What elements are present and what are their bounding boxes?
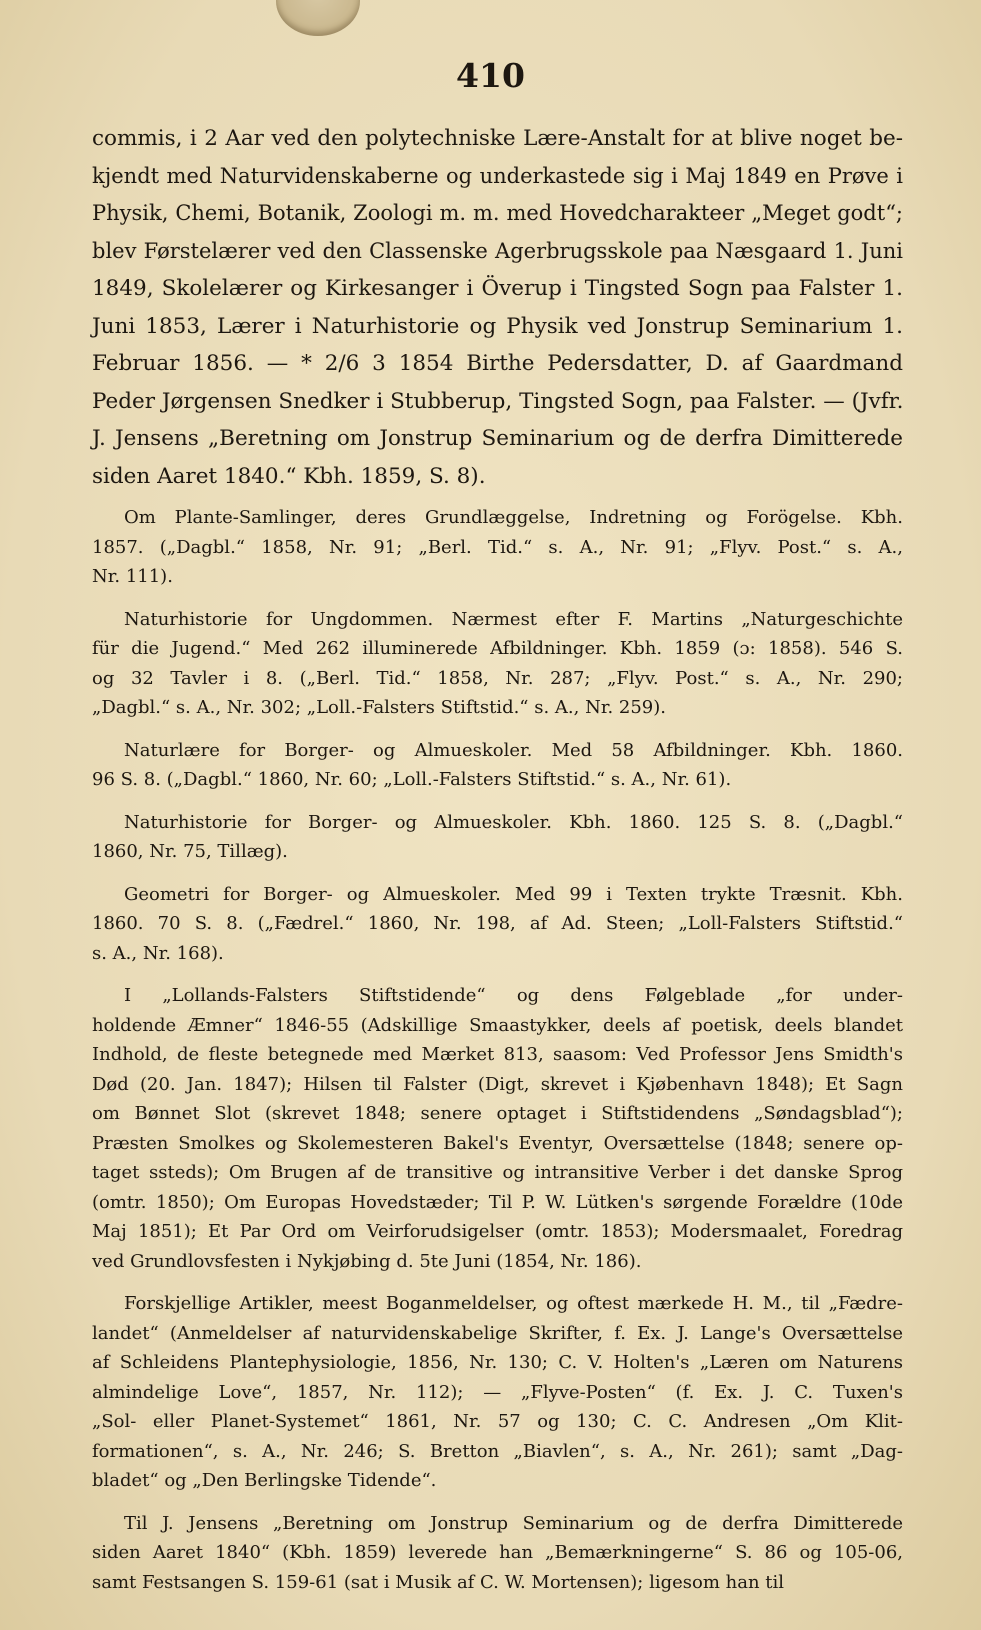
bibliography-line: für die Jugend.“ Med 262 illuminerede Afbildninger. Kbh. 1859 (ɔ: 1858). 546 S. [92, 638, 903, 659]
biography-line: Physik, Chemi, Botanik, Zoologi m. m. med Hovedcharakteer „Meget godt“; [92, 201, 903, 225]
bibliography-line: Naturhistorie for Borger- og Almueskoler. Kbh. 1860. 125 S. 8. („Dagbl.“ [124, 811, 903, 833]
bibliography-line: (omtr. 1850); Om Europas Hovedstæder; Til P. W. Lütken's sørgende Forældre (10de [92, 1191, 903, 1213]
bibliography-entry [92, 605, 903, 723]
bibliography-entry [92, 1289, 903, 1496]
bibliography-line: Til J. Jensens „Beretning om Jonstrup Seminarium og de derfra Dimitterede [124, 1512, 903, 1534]
bibliography-entry [92, 736, 903, 795]
bibliography-line: af Schleidens Plantephysiologie, 1856, Nr. 130; C. V. Holten's „Læren om Naturens [92, 1352, 903, 1373]
bibliography-line: Præsten Smolkes og Skolemesteren Bakel's Eventyr, Oversættelse (1848; senere op- [92, 1132, 903, 1154]
bibliography-line: Død (20. Jan. 1847); Hilsen til Falster (Digt, skrevet i Kjøbenhavn 1848); Et Sagn [92, 1073, 903, 1095]
bibliography-line: Naturhistorie for Ungdommen. Nærmest efter F. Martins „Naturgeschichte [124, 608, 903, 630]
bibliography-line: Maj 1851); Et Par Ord om Veirforudsigelser (omtr. 1853); Modersmaalet, Foredrag [92, 1221, 903, 1242]
bibliography-line: Indhold, de fleste betegnede med Mærket 813, saasom: Ved Professor Jens Smidth's [92, 1044, 903, 1065]
bibliography-line: ved Grundlovsfesten i Nykjøbing d. 5te Juni (1854, Nr. 186). [92, 1250, 642, 1272]
biography-line: J. Jensens „Beretning om Jonstrup Seminarium og de derfra Dimitterede [92, 426, 903, 451]
bibliography-line: Forskjellige Artikler, meest Boganmeldelser, og oftest mærkede H. M., til „Fædre- [124, 1293, 903, 1314]
biography-line: commis, i 2 Aar ved den polytechniske Lære-Anstalt for at blive noget be- [92, 126, 903, 151]
bibliography-line: om Bønnet Slot (skrevet 1848; senere optaget i Stiftstidendens „Søndagsblad“); [92, 1103, 903, 1124]
page-body [92, 120, 903, 1597]
bibliography-line: 1860. 70 S. 8. („Fædrel.“ 1860, Nr. 198, af Ad. Steen; „Loll-Falsters Stiftstid.“ [92, 913, 903, 934]
biography-line: Juni 1853, Lærer i Naturhistorie og Physik ved Jonstrup Seminarium 1. [92, 313, 903, 339]
bibliography-line: almindelige Love“, 1857, Nr. 112); — „Flyve-Posten“ (f. Ex. J. C. Tuxen's [92, 1381, 903, 1403]
bibliography-line: holdende Æmner“ 1846-55 (Adskillige Smaastykker, deels af poetisk, deels blandet [92, 1014, 903, 1036]
biography-line: kjendt med Naturvidenskaberne og underkastede sig i Maj 1849 en Prøve i [92, 163, 903, 188]
bibliography-line: „Dagbl.“ s. A., Nr. 302; „Loll.-Falsters Stiftstid.“ s. A., Nr. 259). [92, 697, 666, 718]
biography-line: blev Førstelærer ved den Classenske Agerbrugsskole paa Næsgaard 1. Juni [92, 238, 903, 263]
bibliography-line: samt Festsangen S. 159-61 (sat i Musik af C. W. Mortensen); ligesom han til [92, 1571, 785, 1593]
page-number: 410 [456, 56, 525, 95]
bibliography-list [92, 503, 903, 1597]
bibliography-entry [92, 880, 903, 969]
biography-line: siden Aaret 1840.“ Kbh. 1859, S. 8). [92, 463, 486, 489]
bibliography-line: s. A., Nr. 168). [92, 942, 224, 964]
bibliography-entry [92, 1509, 903, 1598]
bibliography-line: landet“ (Anmeldelser af naturvidenskabelige Skrifter, f. Ex. J. Lange's Oversættelse [92, 1322, 903, 1344]
bibliography-line: 1860, Nr. 75, Tillæg). [92, 841, 288, 862]
bibliography-line: Naturlære for Borger- og Almueskoler. Med 58 Afbildninger. Kbh. 1860. [124, 739, 903, 761]
bibliography-line: „Sol- eller Planet-Systemet“ 1861, Nr. 57 og 130; C. C. Andresen „Om Klit- [92, 1411, 903, 1432]
bibliography-line: 96 S. 8. („Dagbl.“ 1860, Nr. 60; „Loll.-Falsters Stiftstid.“ s. A., Nr. 61). [92, 769, 732, 790]
biography-text [92, 120, 903, 495]
bibliography-line: bladet“ og „Den Berlingske Tidende“. [92, 1470, 437, 1491]
bibliography-line: Om Plante-Samlinger, deres Grundlæggelse, Indretning og Forögelse. Kbh. [124, 507, 903, 528]
bibliography-line: siden Aaret 1840“ (Kbh. 1859) leverede han „Bemærkningerne“ S. 86 og 105-06, [92, 1542, 903, 1563]
biography-line: 1849, Skolelærer og Kirkesanger i Överup i Tingsted Sogn paa Falster 1. [92, 276, 903, 301]
binding-hole [276, 0, 360, 36]
bibliography-line: og 32 Tavler i 8. („Berl. Tid.“ 1858, Nr. 287; „Flyv. Post.“ s. A., Nr. 290; [92, 667, 903, 689]
bibliography-line: taget ssteds); Om Brugen af de transitive og intransitive Verber i det danske Sprog [92, 1162, 903, 1183]
bibliography-line: 1857. („Dagbl.“ 1858, Nr. 91; „Berl. Tid.“ s. A., Nr. 91; „Flyv. Post.“ s. A., [92, 536, 903, 558]
bibliography-entry [92, 503, 903, 592]
bibliography-line: formationen“, s. A., Nr. 246; S. Bretton „Biavlen“, s. A., Nr. 261); samt „Dag- [92, 1440, 903, 1462]
bibliography-entry [92, 808, 903, 867]
bibliography-line: Geometri for Borger- og Almueskoler. Med 99 i Texten trykte Træsnit. Kbh. [124, 883, 903, 905]
bibliography-line: I „Lollands-Falsters Stiftstidende“ og dens Følgeblade „for under- [124, 985, 903, 1006]
biography-line: Februar 1856. — * 2/6 3 1854 Birthe Pedersdatter, D. af Gaardmand [92, 351, 903, 376]
bibliography-entry [92, 981, 903, 1276]
biography-line: Peder Jørgensen Snedker i Stubberup, Tingsted Sogn, paa Falster. — (Jvfr. [92, 388, 904, 414]
bibliography-line: Nr. 111). [92, 566, 173, 587]
